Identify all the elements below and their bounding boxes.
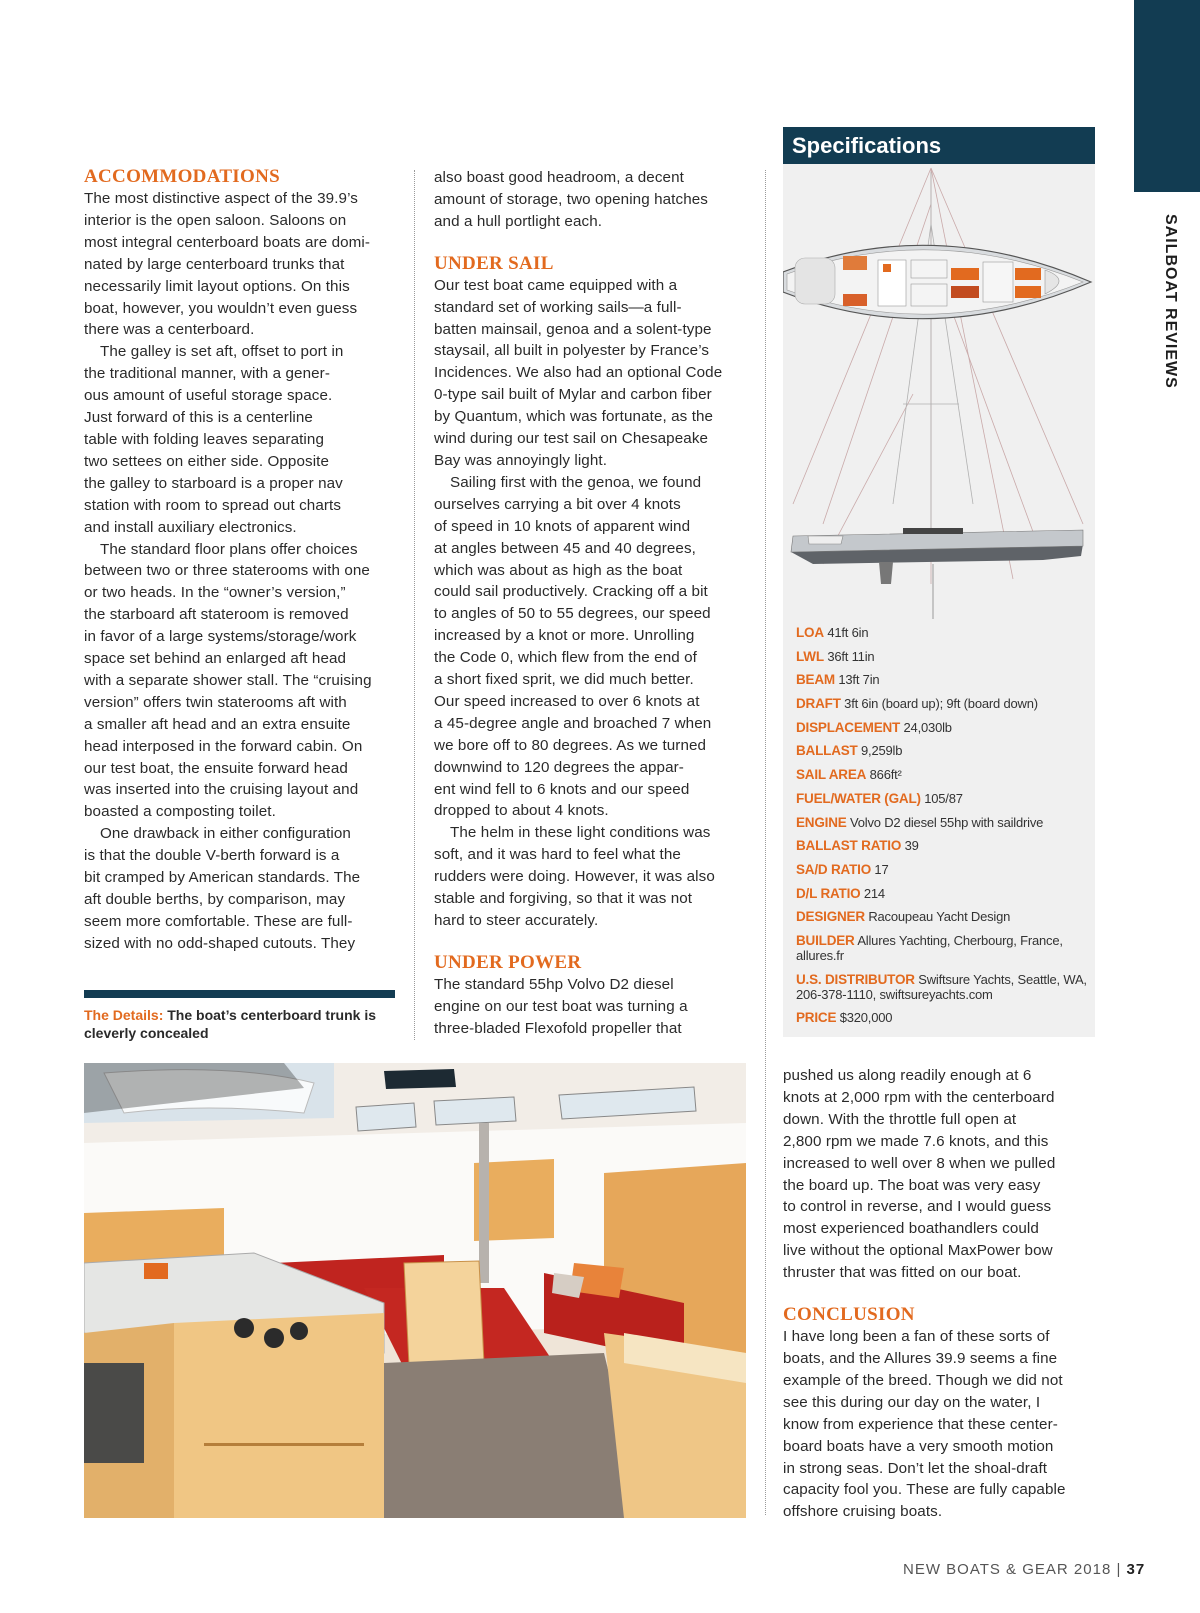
text-line: at angles between 45 and 40 degrees, [434,539,696,557]
text-line: which was about as high as the boat [434,561,683,579]
text-line: wind during our test sail on Chesapeake [434,430,709,448]
text-line: ous amount of useful storage space. [84,387,333,405]
text-line: standard set of working sails—a full- [434,298,682,316]
text-line: a 45-degree angle and broached 7 when [434,714,712,732]
spec-value: 41ft 6in [827,625,869,640]
spec-value: Allures Yachting, Cherbourg, France, allures.fr [796,932,1063,963]
text-line: most experienced boathandlers could [783,1220,1039,1238]
text-line: staysail, all built in polyester by France’s [434,342,710,360]
text-line: and install auxiliary electronics. [84,518,297,536]
text-line: Incidences. We also had an optional Code [434,364,723,382]
under-power-body [434,974,754,1040]
spec-value: 105/87 [924,790,963,806]
spec-label: SAIL AREA [796,767,867,783]
text-line: could sail productively. Cracking off a bit [434,583,708,601]
caption-lead: The Details: [84,1007,164,1023]
spec-value: Swiftsure Yachts, Seattle, WA, 206-378-1110, swiftsureyachts.com [796,971,1087,1002]
text-line: aft double berths, by comparison, may [84,891,346,908]
spec-value: $320,000 [839,1010,893,1026]
text-line: to control in reverse, and I would guess [783,1198,1052,1216]
text-line: boasted a composting toilet. [84,803,276,821]
text-line: see this during our day on the water, I [783,1393,1041,1411]
spec-row [796,720,1091,735]
photo-caption [84,1006,404,1042]
footer-separator: | [1116,1561,1122,1578]
text-line: boat, however, you wouldn’t even guess [84,299,358,317]
spec-value: 214 [863,885,885,901]
text-line: we bore off to 80 degrees. As we turned [434,736,707,754]
spec-label: DESIGNER [796,909,865,925]
caption-rule [84,990,395,998]
text-line: Our test boat came equipped with a [434,276,678,294]
spec-label: DRAFT [796,696,841,712]
text-line: table with folding leaves separating [84,430,324,448]
text-line: dropped to about 4 knots. [434,802,609,820]
text-line: board boats have a very smooth motion [783,1437,1054,1455]
spec-label: PRICE [796,1010,837,1026]
spec-value: 866ft² [869,767,902,783]
spec-value: Racoupeau Yacht Design [868,909,1011,925]
text-line: The standard floor plans offer choices [100,540,358,558]
accommodations-body [84,188,396,955]
column-conclusion [783,1065,1095,1523]
text-line: knots at 2,000 rpm with the centerboard [783,1088,1055,1106]
text-line: a smaller aft head and an extra ensuite [84,715,351,733]
text-line: 2,800 rpm we made 7.6 knots, and this [783,1132,1049,1150]
text-line: amount of storage, two opening hatches [434,190,708,208]
spec-row [796,862,1091,877]
page-footer [903,1561,1145,1578]
spec-label: BEAM [796,672,835,688]
spec-row [796,791,1091,806]
text-line: boats, and the Allures 39.9 seems a fine [783,1349,1058,1367]
text-line: Sailing first with the genoa, we found [450,473,702,491]
spec-row [796,743,1091,758]
under-power-continued [783,1065,1095,1284]
text-line: ent wind fell to 6 knots and our speed [434,780,690,798]
text-line: thruster that was fitted on our boat. [783,1264,1022,1282]
text-line: the Code 0, which flew from the end of [434,649,697,667]
text-line: or two heads. In the “owner’s version,” [84,584,346,602]
text-line: sized with no odd-shaped cutouts. They [84,934,356,952]
text-line: The standard 55hp Volvo D2 diesel [434,975,674,993]
text-line: 0-type sail built of Mylar and carbon fiber [434,386,712,404]
under-sail-body [434,275,754,932]
text-line: soft, and it was hard to feel what the [434,846,681,864]
text-line: station with room to spread out charts [84,496,342,514]
spec-row [796,909,1091,924]
text-line: capacity fool you. These are fully capable [783,1481,1066,1499]
text-line: was inserted into the cruising layout and [84,781,359,799]
spec-label: BALLAST [796,743,858,759]
heading-accommodations: ACCOMMODATIONS [84,166,280,187]
spec-value: 17 [874,861,889,877]
spec-row [796,886,1091,901]
text-line: the traditional manner, with a gener- [84,365,330,383]
text-line: engine on our test boat was turning a [434,997,688,1015]
spec-label: FUEL/WATER (GAL) [796,790,921,806]
column-accommodations [84,166,396,955]
text-line: increased by a knot or more. Unrolling [434,627,695,645]
text-line: I have long been a fan of these sorts of [783,1328,1050,1346]
spec-label: SA/D RATIO [796,861,871,877]
text-line: by Quantum, which was fortunate, as the [434,408,714,426]
text-line: Bay was annoyingly light. [434,451,608,469]
spec-row [796,625,1091,640]
spec-row [796,838,1091,853]
page-number: 37 [1126,1561,1146,1578]
text-line: know from experience that these center- [783,1415,1058,1433]
section-label: SAILBOAT REVIEWS [1162,214,1179,389]
text-line: One drawback in either configuration [100,825,351,843]
publication-name: NEW BOATS & GEAR 2018 [903,1561,1112,1578]
text-line: bit cramped by American standards. The [84,869,361,887]
text-line: the galley to starboard is a proper nav [84,474,343,492]
heading-under-power: UNDER POWER [434,951,582,973]
spec-label: BALLAST RATIO [796,838,902,854]
text-line: in favor of a large systems/storage/work [84,628,357,646]
text-line: and a hull portlight each. [434,212,603,230]
text-line: with a separate shower stall. The “cruising [84,671,372,689]
text-line: there was a centerboard. [84,321,255,339]
spec-row [796,696,1091,711]
spec-value: 24,030lb [903,719,952,735]
interior-photo [84,1063,746,1518]
spec-row [796,972,1091,1002]
text-line: The galley is set aft, offset to port in [100,343,344,361]
text-line: Just forward of this is a centerline [84,409,313,427]
text-line: of speed in 10 knots of apparent wind [434,517,691,535]
text-line: three-bladed Flexofold propeller that [434,1019,682,1037]
text-line: space set behind an enlarged aft head [84,650,347,668]
text-line: necessarily limit layout options. On this [84,277,350,295]
spec-value: 3ft 6in (board up); 9ft (board down) [844,696,1038,712]
text-line: also boast good headroom, a decent [434,169,684,186]
spec-row [796,767,1091,782]
spec-label: DISPLACEMENT [796,719,901,735]
spec-value: 39 [904,838,919,854]
text-line: down. With the throttle full open at [783,1110,1017,1128]
text-line: offshore cruising boats. [783,1503,943,1521]
text-line: The helm in these light conditions was [450,824,711,842]
spec-label: BUILDER [796,932,855,948]
spec-value: 36ft 11in [827,648,875,664]
spec-value: Volvo D2 diesel 55hp with saildrive [849,814,1044,830]
spec-value: 13ft 7in [838,672,880,688]
spec-label: U.S. DISTRIBUTOR [796,971,915,987]
spec-row [796,933,1091,963]
text-line: batten mainsail, genoa and a solent-type [434,320,712,338]
text-line: the starboard aft stateroom is removed [84,606,349,624]
spec-row [796,1010,1091,1025]
headroom-paragraph [434,167,754,233]
text-line: increased to well over 8 when we pulled [783,1154,1056,1172]
column-divider-right [765,170,766,1515]
boat-plan-illustration [783,164,1095,624]
spec-label: D/L RATIO [796,885,861,901]
spec-row [796,815,1091,830]
specifications-list [796,625,1091,1034]
spec-value: 9,259lb [861,743,903,759]
text-line: two settees on either side. Opposite [84,452,330,470]
specifications-title: Specifications [783,127,1095,164]
text-line: downwind to 120 degrees the appar- [434,758,684,776]
text-line: nated by large centerboard trunks that [84,255,345,273]
column-divider [414,170,415,1040]
caption-text: The boat’s centerboard trunk is cleverly concealed [84,1007,376,1041]
text-line: in strong seas. Don’t let the shoal-draft [783,1459,1048,1477]
text-line: stable and forgiving, so that it was not [434,890,693,908]
text-line: our test boat, the ensuite forward head [84,759,348,777]
text-line: is that the double V-berth forward is a [84,847,340,865]
text-line: head interposed in the forward cabin. On [84,737,363,755]
specifications-box [783,127,1095,1037]
text-line: hard to steer accurately. [434,912,599,929]
text-line: Our speed increased to over 6 knots at [434,692,700,710]
text-line: a short fixed sprit, we did much better. [434,671,694,689]
spec-row [796,672,1091,687]
text-line: example of the breed. Though we did not [783,1371,1063,1389]
text-line: most integral centerboard boats are domi- [84,233,371,251]
heading-under-sail: UNDER SAIL [434,252,554,274]
text-line: live without the optional MaxPower bow [783,1242,1053,1260]
text-line: between two or three staterooms with one [84,562,370,580]
text-line: ourselves carrying a bit over 4 knots [434,495,681,513]
text-line: rudders were doing. However, it was also [434,868,715,886]
column-under-sail [434,167,754,1040]
conclusion-body [783,1326,1095,1523]
text-line: interior is the open saloon. Saloons on [84,211,347,229]
text-line: pushed us along readily enough at 6 [783,1067,1032,1084]
spec-label: LOA [796,625,824,640]
text-line: The most distinctive aspect of the 39.9’s [84,190,358,207]
text-line: the board up. The boat was very easy [783,1176,1041,1194]
section-tab [1134,0,1200,192]
text-line: to angles of 50 to 55 degrees, our speed [434,605,711,623]
spec-label: LWL [796,648,824,664]
spec-row [796,649,1091,664]
text-line: version” offers twin staterooms aft with [84,693,347,711]
text-line: seem more comfortable. These are full- [84,912,353,930]
heading-conclusion: CONCLUSION [783,1304,915,1326]
spec-label: ENGINE [796,814,847,830]
